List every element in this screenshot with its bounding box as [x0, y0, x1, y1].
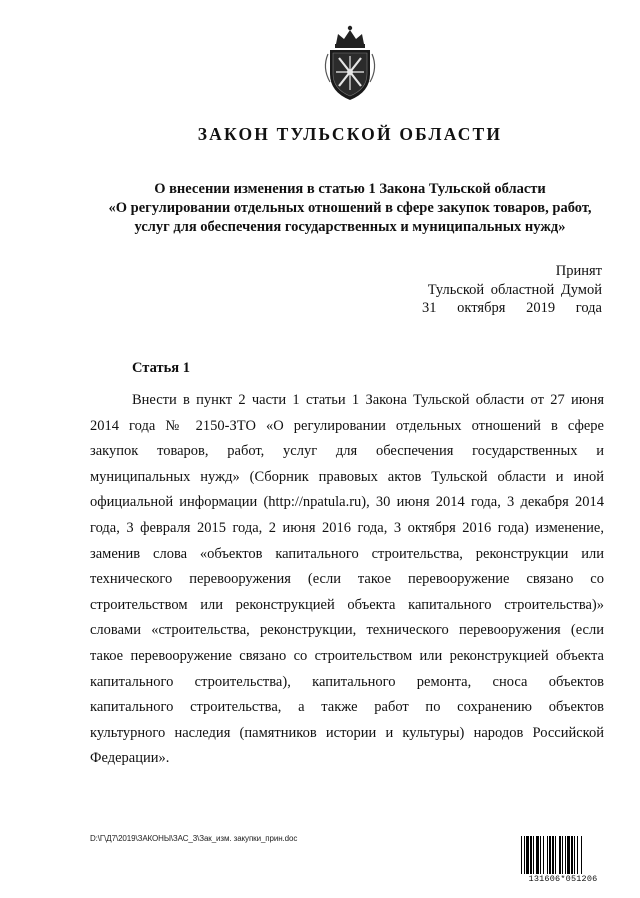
body-line: строительством или реконструкцией объекта капитального строительства)»	[90, 596, 604, 613]
article-heading: Статья 1	[132, 360, 190, 376]
barcode-number: 131606*051206	[520, 874, 606, 884]
barcode-bar	[521, 836, 522, 876]
subject-line: «О регулировании отдельных отношений в сфере закупок товаров, работ,	[108, 200, 592, 216]
barcode	[520, 836, 606, 884]
barcode-bar	[533, 836, 534, 876]
body-line: Федерации».	[90, 750, 170, 767]
barcode-bar	[552, 836, 554, 876]
barcode-bar	[559, 836, 561, 876]
barcode-bar	[524, 836, 525, 876]
body-line: словами «строительства, реконструкции, технического перевооружения (если	[90, 622, 604, 639]
body-line: официальной информации (http://npatula.ru), 30 июня 2014 года, 3 декабря 2014	[90, 494, 604, 511]
body-line: культурного наследия (памятников истории и культуры) народов Российской	[90, 724, 604, 741]
barcode-bar	[567, 836, 570, 876]
barcode-bar	[577, 836, 578, 876]
barcode-bar	[540, 836, 541, 876]
law-subject	[96, 180, 604, 237]
barcode-bar	[526, 836, 529, 876]
barcode-bar	[574, 836, 575, 876]
body-line: заменив слова «объектов капитального строительства, реконструкции или	[90, 545, 604, 562]
body-line: капитального строительства), капитального ремонта, сноса объектов	[90, 673, 604, 690]
adopted-by: Тульской областной Думой	[427, 281, 602, 298]
body-line: Внести в пункт 2 части 1 статьи 1 Закона Тульской области от 27 июня	[132, 392, 604, 408]
body-line: года, 3 февраля 2015 года, 2 июня 2016 года, 3 октября 2016 года) изменение,	[90, 519, 604, 536]
subject-line: услуг для обеспечения государственных и муниципальных нужд»	[134, 219, 566, 235]
barcode-bar	[565, 836, 566, 876]
barcode-bar	[543, 836, 544, 876]
body-line: закупок товаров, работ, услуг для обеспечения государственных и	[90, 443, 604, 460]
barcode-bar	[562, 836, 563, 876]
barcode-bar	[536, 836, 539, 876]
adoption-block	[410, 262, 602, 318]
adoption-date	[410, 299, 602, 318]
adoption-day: 31	[422, 300, 437, 316]
barcode-bar	[547, 836, 548, 876]
article-body	[90, 391, 604, 775]
subject-line: О внесении изменения в статью 1 Закона Тульской области	[154, 181, 546, 197]
body-line: капитального строительства, а также работ по сохранению объектов	[90, 699, 604, 716]
adoption-year-word: года	[575, 300, 602, 316]
coat-of-arms-icon	[318, 24, 382, 102]
file-path: D:\Г\Д7\2019\ЗАКОНЫ\ЗАС_3\Зак_изм. закупки_прин.doc	[90, 834, 298, 843]
barcode-icon	[520, 836, 606, 876]
adopted-label: Принят	[555, 263, 602, 279]
adoption-year: 2019	[526, 300, 556, 316]
barcode-bar	[571, 836, 573, 876]
body-line: технического перевооружения (если такое перевооружение связано со	[90, 571, 604, 588]
body-line: 2014 года № 2150-ЗТО «О регулировании отдельных отношений в сфере	[90, 417, 604, 434]
barcode-bar	[555, 836, 556, 876]
adoption-month: октября	[457, 300, 506, 316]
body-line: такое перевооружение связано со строительством или реконструкцией объекта	[90, 647, 604, 664]
law-title: ЗАКОН ТУЛЬСКОЙ ОБЛАСТИ	[197, 124, 503, 144]
body-line: муниципальных нужд» (Сборник правовых актов Тульской области и иной	[90, 468, 604, 485]
barcode-bar	[549, 836, 551, 876]
barcode-bar	[581, 836, 582, 876]
barcode-bar	[530, 836, 532, 876]
